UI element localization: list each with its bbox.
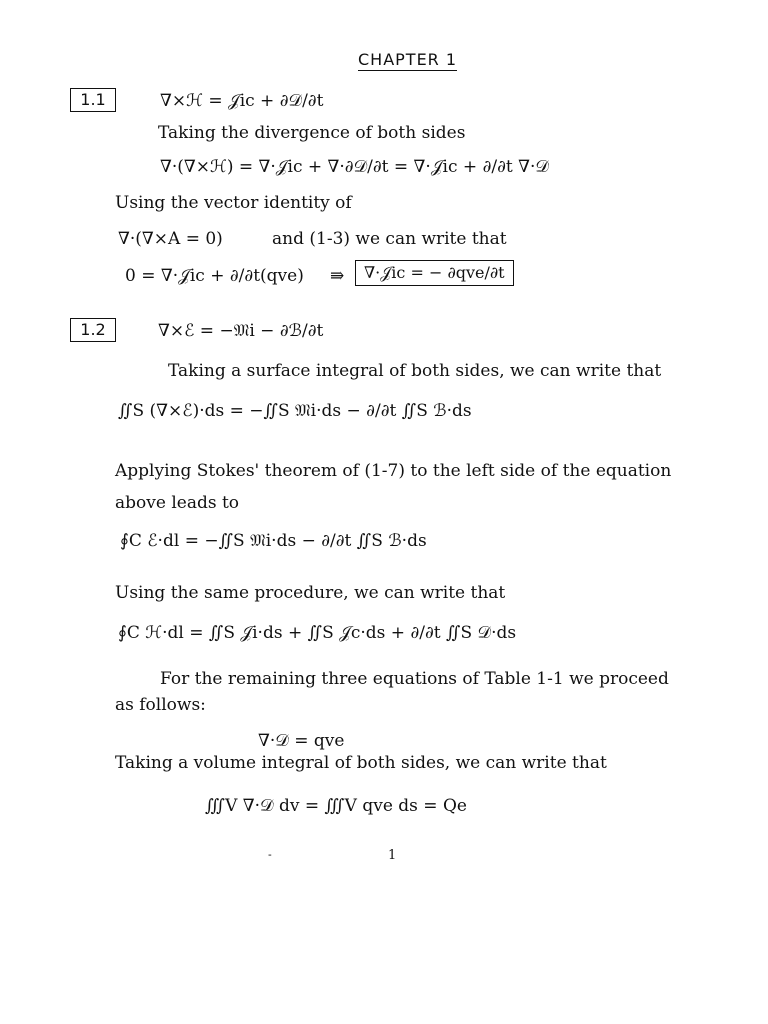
chapter-heading: CHAPTER 1 [358,50,458,69]
equation-1-2-line-e: ∮C ℰ·dl = −∬S 𝔐i·ds − ∂/∂t ∬S ℬ·ds [120,531,427,551]
equation-1-1-curl-h: ∇×ℋ = 𝒥ic + ∂𝒟/∂t [160,91,324,111]
problem-label-1-2: 1.2 [70,318,116,342]
footer-dash: - [268,848,272,861]
equation-1-1-divergence: ∇·(∇×ℋ) = ∇·𝒥ic + ∇·∂𝒟/∂t = ∇·𝒥ic + ∂/∂t ∇·𝒟 [160,157,549,177]
text-remaining-equations: For the remaining three equations of Table 1-1 we proceed [160,669,669,689]
implies-arrow-icon: ⇛ [330,266,345,286]
equation-1-2-curl-e: ∇×ℰ = −𝔐i − ∂ℬ/∂t [158,321,324,341]
equation-1-2-line-h: ∮C ℋ·dl = ∬S 𝒥i·ds + ∬S 𝒥c·ds + ∂/∂t ∬S 𝒟·ds [118,623,517,643]
text-taking-divergence: Taking the divergence of both sides [158,123,466,143]
text-above-leads: above leads to [115,493,240,513]
equation-1-1-identity: ∇·(∇×A = 0) [118,229,223,249]
boxed-result-1-1: ∇·𝒥ic = − ∂qve/∂t [355,260,514,286]
equation-1-2-div-d: ∇·𝒟 = qve [258,731,345,751]
text-as-follows: as follows: [115,695,206,715]
text-surface-integral: Taking a surface integral of both sides, we can write that [168,361,662,381]
text-same-procedure: Using the same procedure, we can write that [115,583,506,603]
text-volume-integral: Taking a volume integral of both sides, we can write that [115,753,607,773]
problem-label-1-1: 1.1 [70,88,116,112]
text-vector-identity: Using the vector identity of [115,193,352,213]
page-number: 1 [388,848,397,863]
text-applying-stokes: Applying Stokes' theorem of (1-7) to the left side of the equation [115,461,672,481]
text-and-1-3: and (1-3) we can write that [272,229,507,249]
equation-1-1-zero: 0 = ∇·𝒥ic + ∂/∂t(qve) [125,266,304,286]
equation-1-2-surface: ∬S (∇×ℰ)·ds = −∬S 𝔐i·ds − ∂/∂t ∬S ℬ·ds [118,401,472,421]
equation-1-2-volume: ∭V ∇·𝒟 dv = ∭V qve ds = Qe [205,796,467,816]
